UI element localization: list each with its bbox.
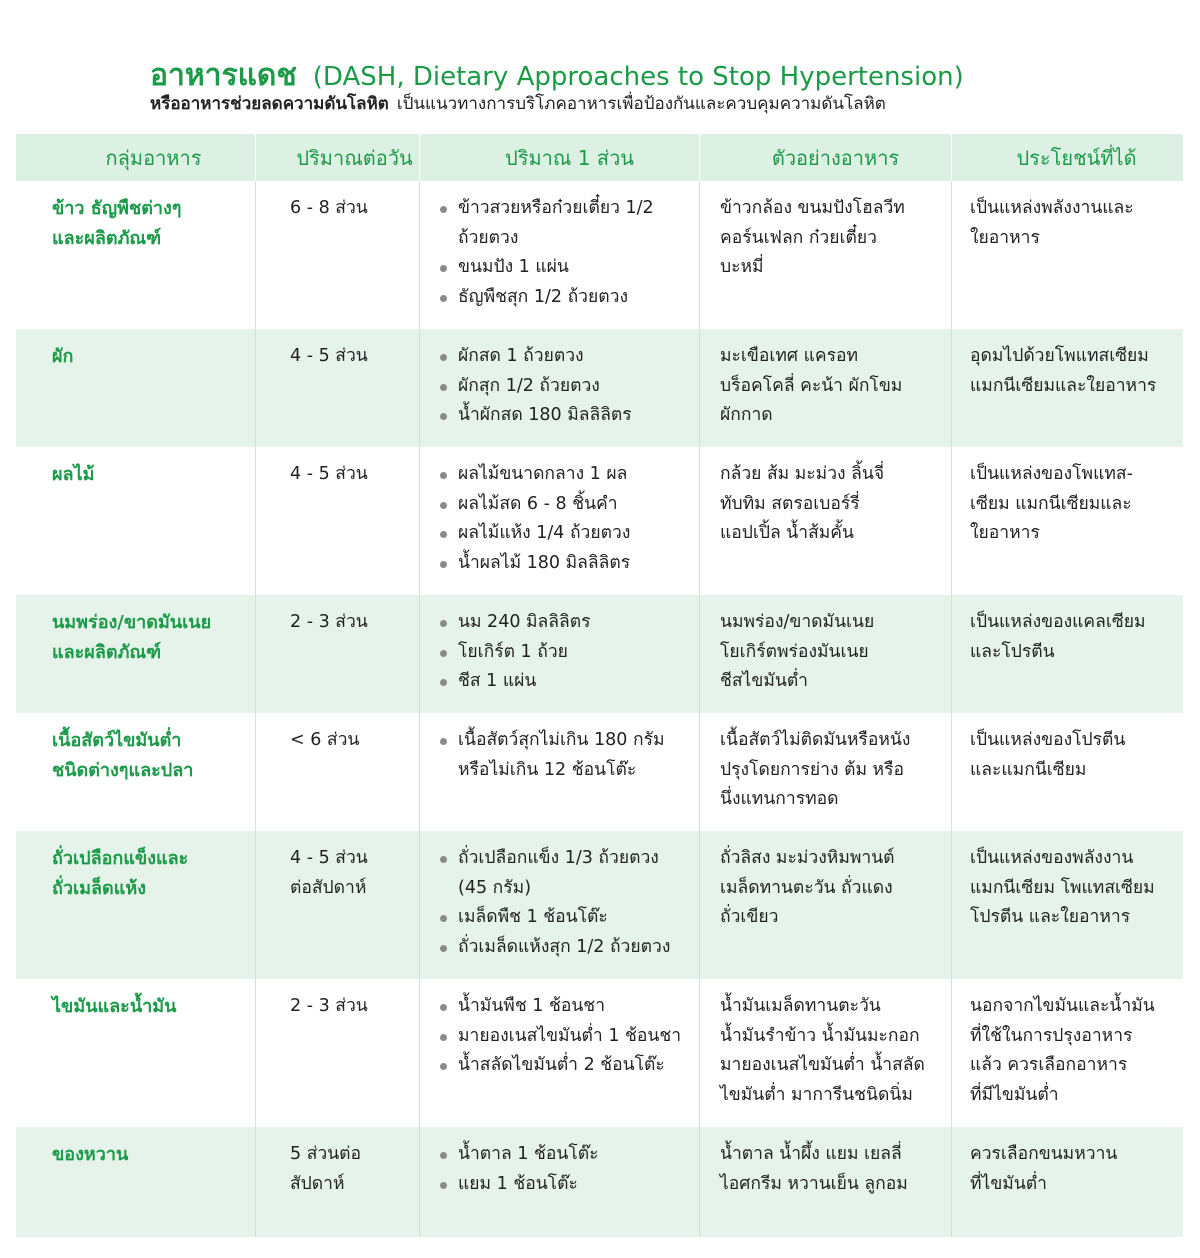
benefit-text: และแมกนีเซียม — [970, 759, 1087, 780]
serving-text: แยม 1 ช้อนโต๊ะ — [458, 1173, 578, 1194]
serving-item — [440, 342, 699, 372]
table-row — [16, 713, 1183, 831]
serving-text: นม 240 มิลลิลิตร — [458, 612, 591, 632]
example-text: ข้าวกล้อง ขนมปังโฮลวีท — [720, 198, 905, 218]
serving-item — [440, 519, 699, 549]
serving-item — [440, 1051, 699, 1081]
serving-item — [440, 401, 699, 431]
cell-daily-amount — [256, 595, 420, 713]
food-group-text: และผลิตภัณฑ์ — [52, 641, 162, 663]
daily-amount-text: 6 - 8 ส่วน — [290, 198, 368, 218]
serving-list — [440, 460, 699, 578]
serving-text: เมล็ดพืช 1 ช้อนโต๊ะ — [458, 907, 608, 928]
cell-food-group — [16, 979, 256, 1127]
cell-examples — [700, 1127, 952, 1237]
title-english: (DASH, Dietary Approaches to Stop Hypertension) — [312, 62, 964, 92]
table-row — [16, 447, 1183, 595]
serving-text: น้ำผลไม้ 180 มิลลิลิตร — [458, 552, 631, 573]
cell-benefits — [952, 713, 1183, 831]
dash-food-table — [16, 134, 1183, 1237]
benefit-text: ที่ใช้ในการปรุงอาหาร — [970, 1025, 1133, 1046]
cell-daily-amount — [256, 831, 420, 979]
example-text: ถั่วเขียว — [720, 907, 779, 928]
table-body — [16, 181, 1183, 1237]
serving-list — [440, 992, 699, 1081]
daily-amount-text: 2 - 3 ส่วน — [290, 996, 368, 1016]
serving-text: (45 กรัม) — [458, 877, 532, 898]
cell-examples — [700, 447, 952, 595]
cell-serving-size — [420, 831, 700, 979]
serving-text: เนื้อสัตว์สุกไม่เกิน 180 กรัม — [458, 730, 665, 750]
example-text: กล้วย ส้ม มะม่วง ลิ้นจี่ — [720, 464, 885, 484]
table-row — [16, 329, 1183, 447]
example-text: ถั่วลิสง มะม่วงหิมพานต์ — [720, 848, 895, 868]
serving-text: ผลไม้ขนาดกลาง 1 ผล — [458, 464, 628, 484]
serving-text: ผักสุก 1/2 ถ้วยตวง — [458, 375, 600, 396]
benefit-text: นอกจากไขมันและน้ำมัน — [970, 996, 1155, 1016]
serving-text: น้ำมันพืช 1 ช้อนชา — [458, 996, 606, 1016]
benefit-text: แมกนีเซียม โพแทสเซียม — [970, 877, 1155, 898]
cell-examples — [700, 713, 952, 831]
cell-benefits — [952, 979, 1183, 1127]
cell-benefits — [952, 329, 1183, 447]
daily-amount-text: 2 - 3 ส่วน — [290, 612, 368, 632]
serving-text: ข้าวสวยหรือก๋วยเตี๋ยว 1/2 — [458, 198, 654, 218]
example-text: น้ำมันรำข้าว น้ำมันมะกอก — [720, 1025, 920, 1046]
daily-amount-text: 4 - 5 ส่วน — [290, 848, 368, 868]
serving-item — [440, 549, 699, 579]
cell-examples — [700, 329, 952, 447]
serving-item — [440, 283, 699, 313]
food-group-text: ผัก — [52, 346, 74, 367]
cell-serving-size — [420, 181, 700, 329]
serving-item — [440, 1170, 699, 1200]
benefit-text: เป็นแหล่งพลังงานและ — [970, 198, 1134, 218]
food-group-text: ถั่วเปลือกแข็งและ — [52, 848, 189, 869]
header-daily-amount: ปริมาณต่อวัน — [256, 134, 420, 181]
daily-amount-text: สัปดาห์ — [290, 1173, 345, 1194]
cell-food-group — [16, 447, 256, 595]
cell-food-group — [16, 1127, 256, 1237]
food-group-text: ถั่วเมล็ดแห้ง — [52, 877, 146, 899]
page-subtitle — [150, 90, 886, 117]
table-row — [16, 1127, 1183, 1237]
cell-examples — [700, 181, 952, 329]
cell-benefits — [952, 595, 1183, 713]
subtitle-bold: หรืออาหารช่วยลดความดันโลหิต — [150, 94, 389, 114]
cell-daily-amount — [256, 713, 420, 831]
example-text: เมล็ดทานตะวัน ถั่วแดง — [720, 877, 893, 898]
food-group-text: ผลไม้ — [52, 464, 95, 485]
serving-list — [440, 342, 699, 431]
serving-item — [440, 194, 699, 253]
serving-list — [440, 194, 699, 312]
example-text: แอปเปิ้ล น้ำส้มคั้น — [720, 523, 854, 544]
benefit-text: ที่มีไขมันต่ำ — [970, 1084, 1059, 1105]
example-text: มะเขือเทศ แครอท — [720, 346, 859, 366]
daily-amount-text: < 6 ส่วน — [290, 730, 360, 750]
serving-text: โยเกิร์ต 1 ถ้วย — [458, 641, 568, 662]
header-food-group: กลุ่มอาหาร — [16, 134, 256, 181]
example-text: น้ำมันเมล็ดทานตะวัน — [720, 996, 881, 1016]
serving-list — [440, 844, 699, 962]
cell-examples — [700, 831, 952, 979]
serving-item — [440, 1140, 699, 1170]
header-serving-size: ปริมาณ 1 ส่วน — [420, 134, 700, 181]
daily-amount-text: 4 - 5 ส่วน — [290, 464, 368, 484]
table-row — [16, 181, 1183, 329]
cell-serving-size — [420, 447, 700, 595]
serving-item — [440, 372, 699, 402]
header-benefits: ประโยชน์ที่ได้ — [1016, 145, 1137, 170]
cell-examples — [700, 979, 952, 1127]
cell-food-group — [16, 595, 256, 713]
serving-item — [440, 933, 699, 963]
cell-serving-size — [420, 595, 700, 713]
example-text: คอร์นเฟลก ก๋วยเตี๋ยว — [720, 227, 877, 248]
benefit-text: ควรเลือกขนมหวาน — [970, 1144, 1118, 1164]
cell-daily-amount — [256, 329, 420, 447]
benefit-text: แมกนีเซียมและใยอาหาร — [970, 375, 1157, 396]
serving-item — [440, 903, 699, 933]
example-text: บะหมี่ — [720, 257, 764, 278]
serving-text: ขนมปัง 1 แผ่น — [458, 257, 569, 278]
cell-daily-amount — [256, 979, 420, 1127]
benefit-text: เซียม แมกนีเซียมและ — [970, 493, 1132, 514]
benefit-text: และโปรตีน — [970, 641, 1055, 662]
serving-item — [440, 638, 699, 668]
serving-item — [440, 490, 699, 520]
serving-item — [440, 1022, 699, 1052]
benefit-text: เป็นแหล่งของโปรตีน — [970, 730, 1126, 750]
benefit-text: ใยอาหาร — [970, 523, 1040, 544]
cell-food-group — [16, 329, 256, 447]
food-group-text: เนื้อสัตว์ไขมันต่ำ — [52, 730, 182, 751]
cell-daily-amount — [256, 447, 420, 595]
cell-benefits — [952, 831, 1183, 979]
food-group-text: ชนิดต่างๆและปลา — [52, 759, 194, 781]
cell-benefits — [952, 447, 1183, 595]
benefit-text: โปรตีน และใยอาหาร — [970, 907, 1131, 928]
serving-text: ผลไม้แห้ง 1/4 ถ้วยตวง — [458, 523, 631, 544]
header-examples: ตัวอย่างอาหาร — [700, 134, 952, 181]
cell-food-group — [16, 713, 256, 831]
table-row — [16, 595, 1183, 713]
benefit-text: เป็นแหล่งของพลังงาน — [970, 848, 1134, 868]
example-text: ไขมันต่ำ มาการีนชนิดนิ่ม — [720, 1084, 913, 1105]
example-text: ชีสไขมันต่ำ — [720, 671, 809, 692]
benefit-text: ที่ไขมันต่ำ — [970, 1173, 1047, 1194]
serving-item — [440, 253, 699, 283]
food-group-text: นมพร่อง/ขาดมันเนย — [52, 612, 212, 633]
daily-amount-text: 5 ส่วนต่อ — [290, 1144, 362, 1164]
serving-text: ถ้วยตวง — [458, 227, 519, 248]
food-group-text: ไขมันและน้ำมัน — [52, 996, 177, 1017]
example-text: น้ำตาล น้ำผึ้ง แยม เยลลี่ — [720, 1144, 902, 1164]
cell-serving-size — [420, 713, 700, 831]
cell-serving-size — [420, 329, 700, 447]
serving-list — [440, 726, 699, 785]
serving-text: ถั่วเปลือกแข็ง 1/3 ถ้วยตวง — [458, 848, 659, 868]
daily-amount-text: 4 - 5 ส่วน — [290, 346, 368, 366]
serving-item — [440, 844, 699, 903]
food-group-text: ของหวาน — [52, 1144, 129, 1165]
serving-item — [440, 667, 699, 697]
serving-list — [440, 1140, 699, 1199]
serving-text: ผักสด 1 ถ้วยตวง — [458, 346, 584, 366]
example-text: ผักกาด — [720, 405, 773, 426]
food-group-text: และผลิตภัณฑ์ — [52, 227, 162, 249]
cell-food-group — [16, 181, 256, 329]
table-row — [16, 979, 1183, 1127]
example-text: นมพร่อง/ขาดมันเนย — [720, 612, 875, 632]
benefit-text: ใยอาหาร — [970, 227, 1040, 248]
benefit-text: เป็นแหล่งของแคลเซียม — [970, 612, 1146, 632]
serving-item — [440, 992, 699, 1022]
example-text: เนื้อสัตว์ไม่ติดมันหรือหนัง — [720, 730, 911, 750]
cell-serving-size — [420, 1127, 700, 1237]
cell-daily-amount — [256, 1127, 420, 1237]
serving-text: หรือไม่เกิน 12 ช้อนโต๊ะ — [458, 759, 637, 780]
cell-benefits — [952, 181, 1183, 329]
example-text: บร็อคโคลี่ คะน้า ผักโขม — [720, 375, 903, 396]
example-text: ปรุงโดยการย่าง ต้ม หรือ — [720, 759, 904, 780]
serving-text: น้ำสลัดไขมันต่ำ 2 ช้อนโต๊ะ — [458, 1055, 665, 1076]
cell-daily-amount — [256, 181, 420, 329]
benefit-text: แล้ว ควรเลือกอาหาร — [970, 1055, 1128, 1076]
serving-text: น้ำผักสด 180 มิลลิลิตร — [458, 405, 632, 426]
example-text: นึ่งแทนการทอด — [720, 789, 839, 810]
serving-text: น้ำตาล 1 ช้อนโต๊ะ — [458, 1144, 599, 1164]
serving-text: มายองเนสไขมันต่ำ 1 ช้อนชา — [458, 1025, 682, 1046]
serving-text: ชีส 1 แผ่น — [458, 671, 537, 692]
cell-examples — [700, 595, 952, 713]
example-text: ทับทิม สตรอเบอร์รี่ — [720, 493, 860, 514]
benefit-text: อุดมไปด้วยโพแทสเซียม — [970, 346, 1149, 366]
example-text: ไอศกรีม หวานเย็น ลูกอม — [720, 1173, 908, 1194]
example-text: มายองเนสไขมันต่ำ น้ำสลัด — [720, 1055, 925, 1076]
serving-text: ถั่วเมล็ดแห้งสุก 1/2 ถ้วยตวง — [458, 936, 671, 957]
serving-item — [440, 726, 699, 785]
food-group-text: ข้าว ธัญพืชต่างๆ — [52, 198, 182, 219]
table-row — [16, 831, 1183, 979]
benefit-text: เป็นแหล่งของโพแทส- — [970, 464, 1133, 484]
serving-item — [440, 460, 699, 490]
example-text: โยเกิร์ตพร่องมันเนย — [720, 641, 869, 662]
table-header — [16, 134, 1183, 181]
title-thai: อาหารแดช — [150, 58, 297, 93]
serving-list — [440, 608, 699, 697]
serving-text: ผลไม้สด 6 - 8 ชิ้นคำ — [458, 493, 618, 514]
serving-text: ธัญพืชสุก 1/2 ถ้วยตวง — [458, 286, 628, 307]
daily-amount-text: ต่อสัปดาห์ — [290, 877, 367, 898]
cell-food-group — [16, 831, 256, 979]
serving-item — [440, 608, 699, 638]
cell-serving-size — [420, 979, 700, 1127]
subtitle-rest: เป็นแนวทางการบริโภคอาหารเพื่อป้องกันและควบคุมความดันโลหิต — [396, 94, 886, 114]
cell-benefits — [952, 1127, 1183, 1237]
